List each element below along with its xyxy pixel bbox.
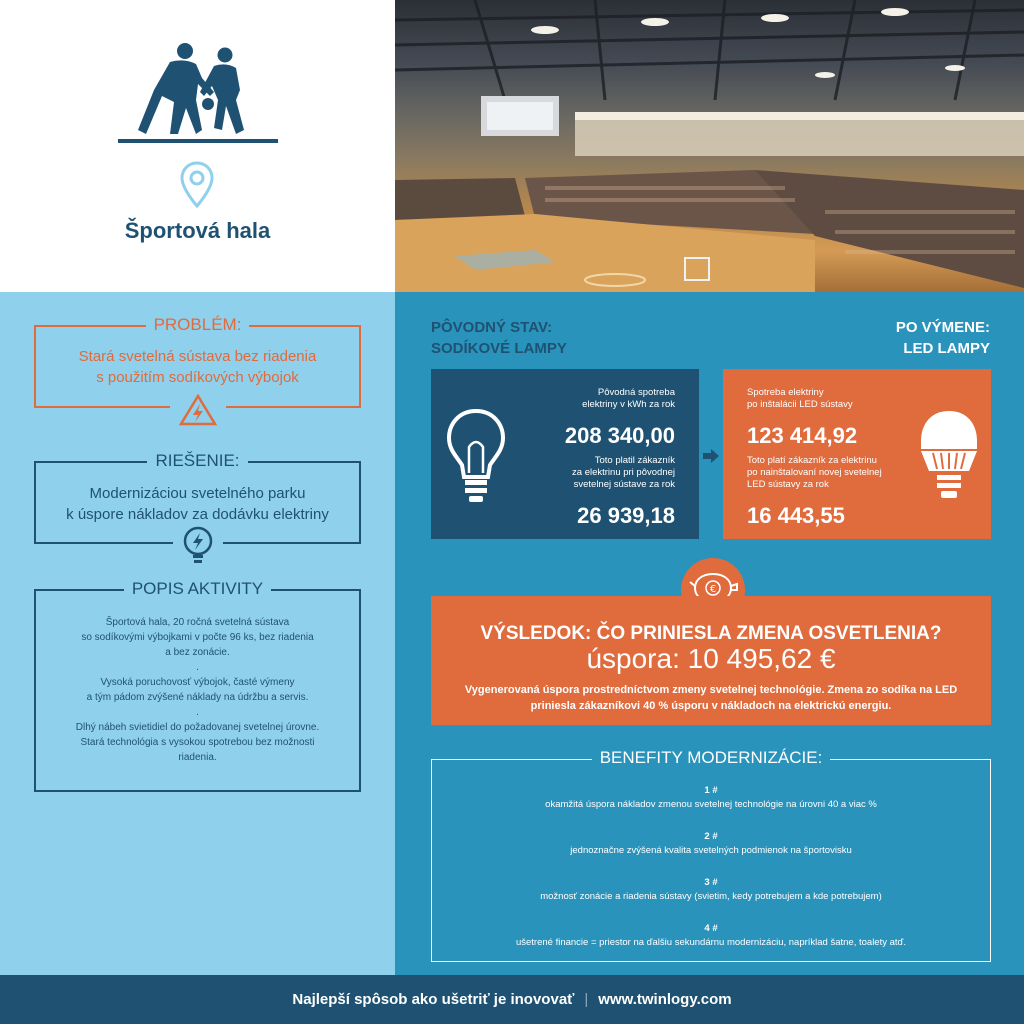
lightbulb-icon (181, 525, 215, 565)
footer-slogan: Najlepší spôsob ako ušetriť je inovovať (292, 991, 575, 1008)
result-title: VÝSLEDOK: ČO PRINIESLA ZMENA OSVETLENIA? (480, 623, 942, 644)
benefit-item: 1 # okamžitá úspora nákladov zmenou svetelnej technológie na úrovni 40 a viac % (545, 785, 877, 810)
problem-heading: PROBLÉM: (146, 315, 250, 334)
solution-text-line2: k úspore nákladov za dodávku elektriny (66, 506, 329, 523)
benefit-item: 3 # možnosť zonácie a riadenia sústavy (svietim, kedy potrebujem a kde potrebujem) (540, 877, 882, 902)
activity-description-box (34, 579, 361, 792)
original-consumption-value: 208 340,00 (564, 423, 675, 448)
solution-box (34, 451, 361, 544)
solution-text-line1: Modernizáciou svetelného parku (89, 485, 306, 502)
footer-website-link[interactable]: www.twinlogy.com (598, 991, 732, 1008)
page-title: Športová hala (124, 218, 271, 243)
result-description: Vygenerovaná úspora prostredníctvom zmeny svetelnej technológie. Zmena zo sodíka na LED priniesla zákazníkovi 40 % úsporu v nákladoch na elektrickú energiu. (464, 684, 958, 712)
replacement-consumption-caption: Spotreba elektriny po inštalácii LED sústavy (747, 387, 853, 410)
result-saving: úspora: 10 495,62 € (586, 643, 836, 674)
original-cost-value: 26 939,18 (577, 503, 675, 528)
basketball-players-icon (118, 38, 278, 146)
benefit-item: 4 # ušetrené financie = priestor na ďalšiu sekundárnu modernizáciu, napríklad šatne, toalety atď. (515, 923, 907, 948)
activity-description-text: Športová hala, 20 ročná svetelná sústava so sodíkovými výbojkami v počte 96 ks, bez riadenia a bez zonácie. . Vysoká poruchovosť výbojok, časté výmeny a tým pádom zvýšené náklady na údržbu a servis. . Dlhý nábeh svietidiel do požadovanej svetelnej úrovne. Stará technológia s vysokou spotrebou bez možnosti riadenia. (75, 617, 320, 763)
activity-heading: POPIS AKTIVITY (124, 579, 271, 598)
incandescent-bulb-icon (445, 407, 507, 507)
solution-heading: RIEŠENIE: (147, 451, 247, 470)
original-state-label: PÔVODNÝ STAV: SODÍKOVÉ LAMPY (431, 319, 567, 357)
benefits-box (431, 748, 991, 962)
replacement-cost-caption: Toto platí zákazník za elektrinu po nainštalovaní novej svetelnej LED sústavy za rok (747, 455, 882, 490)
replacement-state-card (723, 369, 991, 539)
led-bulb-icon (917, 407, 981, 509)
problem-text-line1: Stará svetelná sústava bez riadenia (78, 348, 317, 365)
header-logo-area (0, 0, 395, 292)
warning-icon (178, 393, 218, 427)
arena-illustration (395, 0, 1024, 292)
arrow-right-icon (703, 449, 719, 463)
problem-text-line2: s použitím sodíkových výbojok (96, 369, 299, 386)
replacement-consumption-value: 123 414,92 (747, 423, 858, 448)
original-consumption-caption: Pôvodná spotreba elektriny v kWh za rok (582, 387, 675, 410)
location-pin-icon (178, 160, 216, 210)
benefits-heading: BENEFITY MODERNIZÁCIE: (592, 748, 831, 767)
original-cost-caption: Toto platil zákazník za elektrinu pri pôvodnej svetelnej sústave za rok (572, 455, 675, 490)
svg-text:€: € (709, 584, 717, 595)
benefit-item: 2 # jednoznačne zvýšená kvalita svetelných podmienok na športovisku (570, 831, 852, 856)
result-box (431, 596, 991, 725)
problem-box (34, 315, 361, 408)
replacement-cost-value: 16 443,55 (747, 503, 845, 528)
arena-photo (395, 0, 1024, 292)
replacement-state-label: PO VÝMENE: LED LAMPY (895, 319, 990, 357)
original-state-card (431, 369, 699, 539)
footer-separator: | (584, 991, 589, 1008)
footer (0, 975, 1024, 1024)
